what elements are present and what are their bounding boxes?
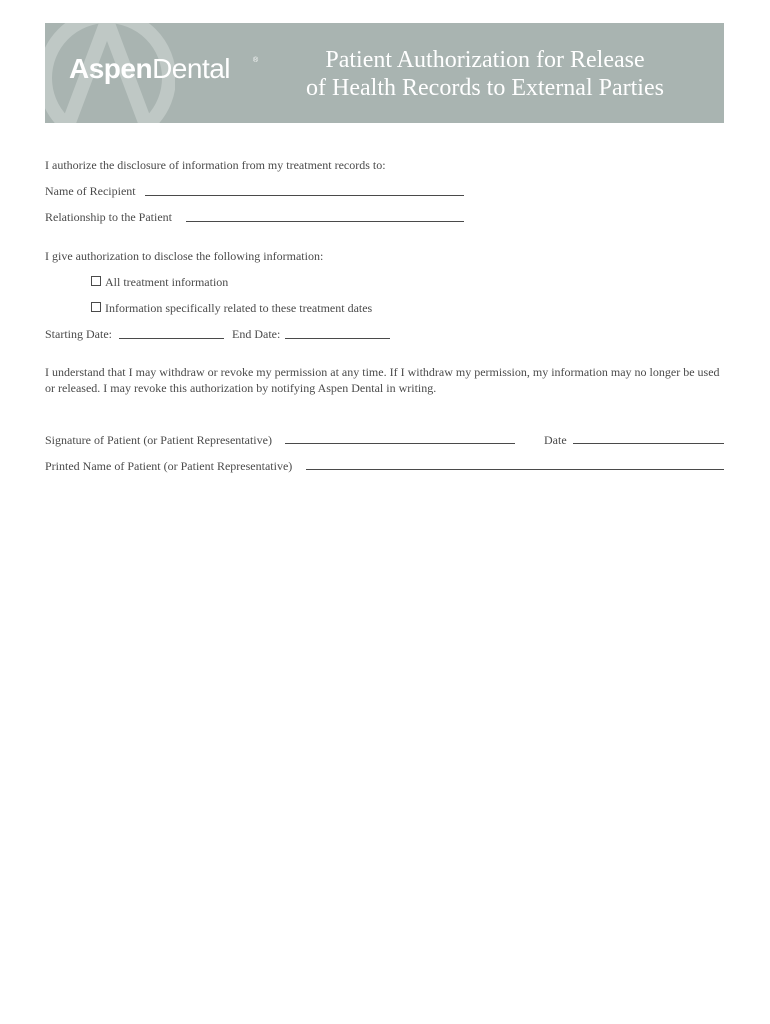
- end-date-label: End Date:: [232, 327, 281, 341]
- recipient-field[interactable]: [145, 195, 464, 196]
- specific-dates-checkbox[interactable]: [91, 302, 101, 312]
- all-treatment-checkbox[interactable]: [91, 276, 101, 286]
- title-line-2: of Health Records to External Parties: [306, 75, 664, 101]
- header-banner: [45, 23, 724, 123]
- relationship-label: Relationship to the Patient: [45, 210, 172, 224]
- aspen-dental-logo: AspenDental: [69, 53, 231, 84]
- printed-name-label: Printed Name of Patient (or Patient Representative): [45, 459, 293, 473]
- title-line-1: Patient Authorization for Release: [325, 47, 645, 73]
- page-title: [265, 46, 705, 102]
- trademark-symbol: ®: [253, 57, 259, 64]
- printed-name-field[interactable]: [306, 469, 724, 470]
- starting-date-field[interactable]: [119, 338, 224, 339]
- date-field[interactable]: [573, 443, 724, 444]
- date-label: Date: [544, 433, 567, 447]
- recipient-label: Name of Recipient: [45, 184, 136, 198]
- end-date-field[interactable]: [285, 338, 390, 339]
- relationship-field[interactable]: [186, 221, 464, 222]
- signature-label: Signature of Patient (or Patient Representative): [45, 433, 272, 447]
- all-treatment-label: All treatment information: [105, 275, 229, 289]
- specific-dates-label: Information specifically related to these treatment dates: [105, 301, 373, 315]
- revoke-paragraph: I understand that I may withdraw or revoke my permission at any time. If I withdraw my permission, my information may no longer be used or released. I may revoke this authorization by notifying Aspen Dental in writing.: [45, 365, 720, 395]
- intro-text: I authorize the disclosure of information from my treatment records to:: [45, 158, 386, 172]
- starting-date-label: Starting Date:: [45, 327, 112, 341]
- authorization-text: I give authorization to disclose the following information:: [45, 249, 324, 263]
- signature-field[interactable]: [285, 443, 515, 444]
